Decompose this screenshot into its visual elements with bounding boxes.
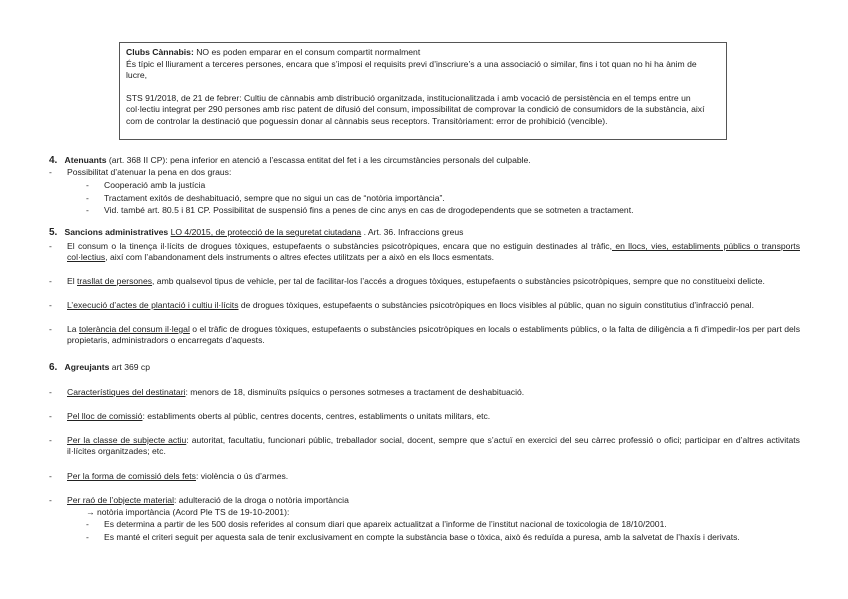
item-underlined: tolerància del consum il·legal bbox=[78, 324, 190, 334]
section-5-item-3 bbox=[67, 300, 800, 311]
box-heading-rest: NO es poden emparar en el consum compartit normalment bbox=[193, 47, 421, 57]
section-4-heading bbox=[49, 155, 531, 166]
bullet-dash: - bbox=[49, 276, 52, 286]
bullet-dash: - bbox=[49, 300, 52, 310]
bullet-dash: - bbox=[49, 495, 52, 505]
item-text: El consum o la tinença il·lícits de drogues tòxiques, estupefaents o substàncies psicotròpiques, encara que no estiguin destinades al tràfic, bbox=[67, 241, 612, 251]
section-4-sub-1: Cooperació amb la justícia bbox=[104, 180, 206, 190]
bullet-dash: - bbox=[49, 471, 52, 481]
section-5-title: Sancions administratives bbox=[64, 227, 169, 237]
item-text: : violència o ús d’armes. bbox=[195, 471, 289, 481]
sub-bullet-dash: - bbox=[86, 205, 89, 215]
section-4-sub-3: Vid. també art. 80.5 i 81 CP. Possibilitat de suspensió fins a penes de cinc anys en cas de drogodependents que se sotmeten a tractament. bbox=[104, 205, 634, 215]
sub-bullet-dash: - bbox=[86, 180, 89, 190]
section-6-number: 6. bbox=[49, 362, 58, 373]
item-underlined: Característiques del destinatari bbox=[67, 387, 186, 397]
section-5-number: 5. bbox=[49, 227, 58, 238]
item-underlined: Per raó de l’objecte material bbox=[67, 495, 174, 505]
section-5-heading bbox=[49, 227, 463, 238]
item-text: , amb qualsevol tipus de vehicle, per tal de facilitar-los l’accés a drogues tòxiques, estupefaents o substàncies psicotròpiques, sempre que no constitueixi delicte. bbox=[152, 276, 765, 286]
bullet-dash: - bbox=[49, 411, 52, 421]
item-underlined: en llocs, vies, establiments públics o transports col·lectius bbox=[67, 241, 800, 263]
section-4-number: 4. bbox=[49, 155, 58, 166]
section-5-item-4 bbox=[67, 324, 800, 346]
section-6-ref: art 369 cp bbox=[109, 362, 151, 372]
item-underlined: Per la classe de subjecte actiu bbox=[67, 435, 187, 445]
item-text: o el tràfic de drogues tòxiques, estupefaents o substàncies psicotròpiques en locals o establiments públics, o la falta de diligència a fi d’impedir-los per part dels propietaris, administradors o encarregats d’aquests. bbox=[67, 324, 801, 346]
item-underlined: Pel lloc de comissió bbox=[67, 411, 143, 421]
sub-bullet-dash: - bbox=[86, 532, 89, 542]
box-heading bbox=[126, 47, 720, 59]
bullet-dash: - bbox=[49, 167, 52, 177]
item-text: : autoritat, facultatiu, funcionari públic, treballador social, docent, sempre que s’actuï en exercici del seu càrrec professió o ofici; participar en d’altres activitats il·lícites organitzades; etc. bbox=[67, 435, 800, 457]
section-5-after: . Art. 36. Infraccions greus bbox=[361, 227, 464, 237]
item-underlined: L’execució d’actes de plantació i cultiu il·lícits bbox=[67, 300, 239, 310]
item-text: : adulteració de la droga o notòria importància bbox=[174, 495, 349, 505]
section-6-sub-2: Es manté el criteri seguit per aquesta sala de tenir exclusivament en compte la substància base o tòxica, això és reduïda a puresa, amb la salvetat de l’haxís i derivats. bbox=[104, 532, 740, 542]
box-heading-bold: Clubs Cànnabis: bbox=[126, 47, 194, 57]
section-6-heading bbox=[49, 362, 150, 373]
section-6-item-5 bbox=[67, 495, 800, 506]
bullet-dash: - bbox=[49, 387, 52, 397]
section-6-item-3 bbox=[67, 435, 800, 457]
item-text: , així com l’abandonament dels instruments o altres efectes utilitzats per a això en els llocs esmentats. bbox=[105, 252, 495, 263]
clubs-cannabis-box bbox=[119, 42, 727, 140]
item-underlined: Per la forma de comissió dels fets bbox=[67, 471, 196, 481]
section-5-item-2 bbox=[67, 276, 800, 287]
item-text: de drogues tòxiques, estupefaents o substàncies psicotròpiques en llocs visibles al públic, quan no siguin constitutius d’infracció penal. bbox=[238, 300, 754, 310]
box-paragraph-1: És típic el lliurament a terceres persones, encara que s’imposi el requisits previ d’inscriure’s a una associació o similar, fins i tot quan no hi ha ànim de lucre, bbox=[126, 58, 697, 81]
item-text: La bbox=[67, 324, 79, 334]
section-4-title: Atenuants bbox=[64, 155, 107, 165]
arrow-note: → notòria importància (Acord Ple TS de 19-10-2001): bbox=[86, 507, 290, 517]
bullet-dash: - bbox=[49, 435, 52, 445]
item-underlined: trasllat de persones bbox=[77, 276, 153, 286]
section-4-sub-2: Tractament exitós de deshabituació, sempre que no sigui un cas de “notòria importància”. bbox=[104, 193, 445, 203]
sub-bullet-dash: - bbox=[86, 193, 89, 203]
section-4-ref: (art. 368 II CP): pena inferior en atenció a l’escassa entitat del fet i a les circumstàncies personals del culpable. bbox=[106, 155, 531, 165]
section-6-title: Agreujants bbox=[64, 362, 110, 372]
section-5-item-1 bbox=[67, 241, 800, 263]
box-paragraph-2: STS 91/2018, de 21 de febrer: Cultiu de cànnabis amb distribució organitzada, institucionalitzada i amb vocació de persistència en el temps entre un col·lectiu integrat per 290 persones amb risc patent de difusió del consum, impossibilitat de comprovar la condició de consumidors de la substància, així com de controlar la destinació que poguessin donar al cànnabis seus receptors. Transitòriament: error de prohibició (vencible). bbox=[126, 92, 705, 126]
section-6-item-1 bbox=[67, 387, 800, 398]
section-5-law-link[interactable]: LO 4/2015, de protecció de la seguretat ciutadana bbox=[170, 227, 362, 237]
item-text: : establiments oberts al públic, centres docents, centres, establiments o unitats militars, etc. bbox=[142, 411, 491, 421]
item-text: : menors de 18, disminuïts psíquics o persones sotmeses a tractament de deshabituació. bbox=[185, 387, 525, 397]
section-6-sub-1: Es determina a partir de les 500 dosis referides al consum diari que apareix actualitzat a l’informe de l’institut nacional de toxicologia de 18/10/2001. bbox=[104, 519, 667, 529]
section-4-item-1: Possibilitat d’atenuar la pena en dos graus: bbox=[67, 167, 232, 177]
sub-bullet-dash: - bbox=[86, 519, 89, 529]
bullet-dash: - bbox=[49, 324, 52, 334]
section-6-item-2 bbox=[67, 411, 800, 422]
bullet-dash: - bbox=[49, 241, 52, 251]
section-6-item-4 bbox=[67, 471, 800, 482]
item-text: El bbox=[67, 276, 78, 286]
